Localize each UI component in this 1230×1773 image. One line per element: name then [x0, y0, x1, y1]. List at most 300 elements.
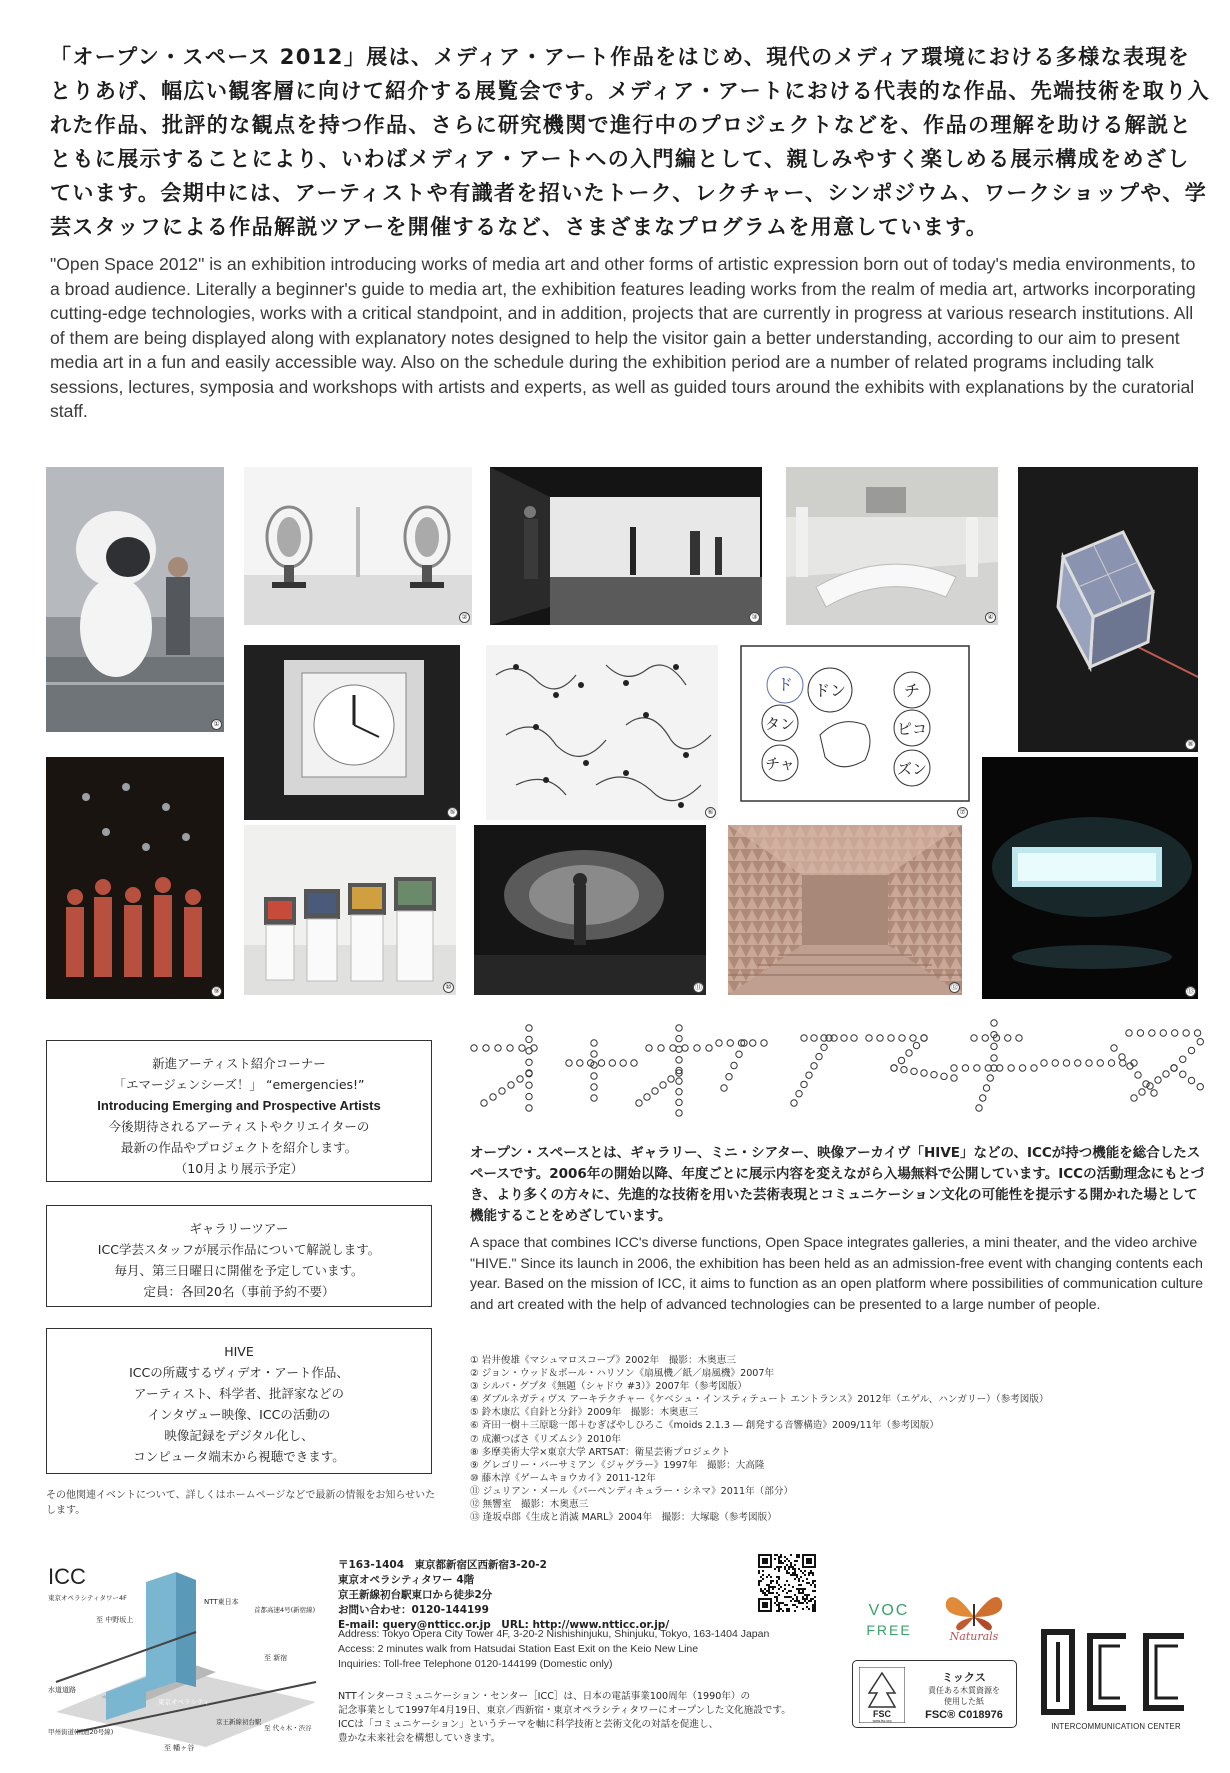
title-dot: [941, 1073, 947, 1079]
qr-module: [794, 1574, 796, 1576]
intro-japanese: 「オープン・スペース 2012」展は、メディア・アート作品をはじめ、現代のメディア環境における多様な表現をとりあげ、幅広い観客層に向けて紹介する展覧会です。メディア・アートにおける代表的な作品、先端技術を取り入れた作品、批評的な観点を持つ作品、さらに研究機関で進行中のプロジェクトなどを、作品の理解を助ける解説とともに展示することにより、いわばメディア・アートへの入門編として、親しみやすく楽しめる展示構成をめざしています。会期中には、アーティストや有識者を招いたトーク、レクチャー、シンポジウム、ワークショップや、学芸スタッフによる作品解説ツアーを開催するなど、さまざまなプログラムを用意しています。: [50, 45, 1210, 239]
qr-module: [798, 1578, 800, 1580]
qr-module: [814, 1596, 816, 1598]
qr-module: [810, 1572, 812, 1574]
title-dot: [646, 1045, 652, 1051]
title-dot: [898, 1057, 904, 1063]
box-text: ICCの所蔵するヴィデオ・アート作品、: [129, 1365, 349, 1380]
title-dot: [806, 1072, 812, 1078]
qr-module: [776, 1580, 778, 1582]
title-dot: [1052, 1060, 1058, 1066]
qr-module: [772, 1580, 774, 1582]
title-dot: [526, 1048, 532, 1054]
title-dot: [931, 1071, 937, 1077]
box-text: インタヴュー映像、ICCの活動の: [147, 1407, 331, 1422]
qr-module: [762, 1592, 764, 1594]
title-dot: [676, 1057, 682, 1063]
title-dot: [727, 1040, 733, 1046]
qr-module: [774, 1586, 776, 1588]
title-dot: [1163, 1071, 1169, 1077]
map-label: 至 中野坂上: [96, 1616, 134, 1624]
title-dot: [1188, 1047, 1194, 1053]
qr-module: [778, 1602, 780, 1604]
qr-module: [794, 1572, 796, 1574]
qr-module: [758, 1584, 760, 1586]
title-dot: [911, 1068, 917, 1074]
box-title: 新進アーティスト紹介コーナー: [152, 1056, 326, 1071]
title-dot: [1188, 1077, 1194, 1083]
qr-module: [794, 1610, 796, 1612]
qr-module: [792, 1568, 794, 1570]
title-dot: [1131, 1095, 1137, 1101]
fsc-short-label: FSC: [873, 1709, 891, 1719]
qr-module: [760, 1588, 762, 1590]
title-dot: [1119, 1054, 1125, 1060]
qr-module: [812, 1580, 814, 1582]
title-dot: [517, 1076, 523, 1082]
title-dot: [976, 1105, 982, 1111]
qr-module: [784, 1596, 786, 1598]
title-dot: [877, 1035, 883, 1041]
qr-module: [770, 1586, 772, 1588]
qr-module: [792, 1566, 794, 1568]
voc-free-logo: [852, 1602, 926, 1654]
title-dot: [526, 1025, 532, 1031]
qr-module: [808, 1608, 810, 1610]
qr-module: [776, 1596, 778, 1598]
qr-module: [802, 1588, 804, 1590]
qr-module: [790, 1562, 792, 1564]
qr-module: [814, 1584, 816, 1586]
qr-module: [774, 1554, 776, 1556]
title-dot: [1143, 1081, 1149, 1087]
credit-line: ② ジョン・ウッド＆ポール・ハリソン《扇風機／紙／扇風機》2007年: [470, 1368, 775, 1380]
address-japanese: [338, 1558, 678, 1633]
title-dot: [577, 1060, 583, 1066]
qr-module: [796, 1588, 798, 1590]
address-line: 東京オペラシティタワー 4階: [338, 1574, 475, 1586]
map-label: 至 新宿: [264, 1654, 288, 1662]
qr-module: [798, 1588, 800, 1590]
butterfly-logo-text: Naturals: [949, 1630, 999, 1643]
qr-module: [794, 1578, 796, 1580]
title-dot: [526, 1105, 532, 1111]
qr-module: [780, 1586, 782, 1588]
gallery-tour-box: [46, 1205, 432, 1307]
credit-line: ⑪ ジュリアン・メール《パーペンディキュラー・シネマ》2011年（部分）: [470, 1485, 794, 1497]
title-dot: [991, 1020, 997, 1026]
title-dot: [676, 1099, 682, 1105]
qr-module: [796, 1560, 798, 1562]
emerging-artists-box: [46, 1040, 432, 1182]
title-dot: [987, 1075, 993, 1081]
title-dot: [694, 1045, 700, 1051]
title-dot: [982, 1035, 988, 1041]
title-dot: [1135, 1072, 1141, 1078]
title-dot: [983, 1085, 989, 1091]
drawing-word: ピコ: [896, 720, 928, 738]
box-text: （10月より展示予定）: [174, 1161, 304, 1176]
qr-module: [776, 1592, 778, 1594]
qr-module: [764, 1594, 766, 1596]
title-dot: [598, 1060, 604, 1066]
title-dot: [1137, 1030, 1143, 1036]
credit-line: ⑩ 藤木淳《ゲームキョウカイ》2011-12年: [470, 1472, 656, 1484]
qr-module: [800, 1602, 802, 1604]
qr-module: [814, 1586, 816, 1588]
title-dot: [1031, 1065, 1037, 1071]
photo-number: ⑬: [1187, 987, 1194, 995]
qr-module: [796, 1554, 798, 1556]
map-label: 至 幡ヶ谷: [164, 1744, 195, 1752]
qr-module: [778, 1562, 780, 1564]
title-dot: [609, 1060, 615, 1066]
qr-module: [804, 1600, 806, 1602]
title-dot: [481, 1100, 487, 1106]
qr-module: [780, 1556, 782, 1558]
map-label: 東京オペラシティ: [158, 1698, 210, 1706]
qr-module: [788, 1568, 790, 1570]
title-dot: [888, 1035, 894, 1041]
qr-module: [814, 1610, 816, 1612]
title-dot: [1120, 1060, 1126, 1066]
qr-module: [798, 1568, 800, 1570]
qr-module: [780, 1608, 782, 1610]
title-dot: [652, 1088, 658, 1094]
qr-module: [812, 1610, 814, 1612]
title-dot: [1139, 1089, 1145, 1095]
qr-code[interactable]: [758, 1554, 816, 1612]
title-dot: [507, 1045, 513, 1051]
qr-module: [790, 1574, 792, 1576]
title-dot: [1041, 1060, 1047, 1066]
qr-module: [780, 1554, 782, 1556]
photo-number: ②: [459, 612, 470, 623]
description-line: 豊かな未来社会を構想していきます。: [338, 1733, 501, 1744]
open-space-english: A space that combines ICC's diverse functions, Open Space integrates galleries, a mini theater, and the video archive "HIVE." Since its launch in 2006, the exhibition has been held as an admission-free event with changing contents each year. Based on the mission of ICC, it aims to function as an open platform where possibilities of communication culture and art created with the help of advanced technologies can be presented to a large number of people.: [470, 1234, 1204, 1312]
qr-module: [798, 1580, 800, 1582]
fsc-certification: [852, 1660, 1017, 1728]
qr-module: [798, 1602, 800, 1604]
title-dot: [726, 1074, 732, 1080]
title-dot: [906, 1050, 912, 1056]
title-dot: [921, 1035, 927, 1041]
qr-module: [778, 1584, 780, 1586]
map-label: 至 代々木・渋谷: [264, 1724, 312, 1732]
icc-logo: [1040, 1622, 1192, 1718]
qr-module: [810, 1598, 812, 1600]
qr-module: [784, 1568, 786, 1570]
credit-line: ⑤ 鈴木康広《自針と分針》2009年 撮影：木奥恵三: [470, 1407, 698, 1419]
title-dot: [1180, 1071, 1186, 1077]
credit-line: ⑫ 無響室 撮影：木奥恵三: [470, 1499, 589, 1511]
title-dot: [676, 1078, 682, 1084]
title-dot: [716, 1040, 722, 1046]
qr-module: [788, 1560, 790, 1562]
qr-module: [758, 1570, 760, 1572]
title-dot: [1019, 1065, 1025, 1071]
photo-number: ⑫: [951, 983, 958, 991]
title-dot: [1197, 1039, 1203, 1045]
qr-module: [806, 1602, 808, 1604]
title-dot: [801, 1035, 807, 1041]
qr-module: [778, 1576, 780, 1578]
qr-module: [762, 1558, 768, 1564]
qr-module: [786, 1604, 788, 1606]
title-dot: [1172, 1030, 1178, 1036]
address-line: E-mail: query@ntticc.or.jp URL: http://www.ntticc.or.jp/: [338, 1619, 670, 1631]
access-map: [46, 1562, 326, 1752]
credit-line: ⑨ グレゴリー・バーサミアン《ジャグラー》1997年 撮影：大高隆: [470, 1459, 765, 1471]
title-dot: [1194, 1030, 1200, 1036]
box-text: 最新の作品やプロジェクトを紹介します。: [120, 1140, 358, 1155]
title-dot: [1075, 1060, 1081, 1066]
title-dot: [1180, 1056, 1186, 1062]
title-dot: [706, 1045, 712, 1051]
qr-module: [770, 1576, 772, 1578]
title-dot: [1160, 1030, 1166, 1036]
box-text: 定員：各回20名（事前予約不要）: [143, 1284, 335, 1299]
qr-module: [792, 1572, 794, 1574]
title-dot: [991, 1055, 997, 1061]
title-dot: [901, 1066, 907, 1072]
qr-module: [814, 1600, 816, 1602]
photo-1: [46, 467, 224, 732]
title-dot: [1063, 1060, 1069, 1066]
qr-module: [778, 1610, 780, 1612]
box-english-title: Introducing Emerging and Prospective Artists: [97, 1098, 381, 1113]
qr-module: [762, 1574, 764, 1576]
qr-module: [814, 1602, 816, 1604]
qr-module: [788, 1584, 790, 1586]
qr-module: [760, 1590, 762, 1592]
drawing-word: ドン: [813, 681, 847, 700]
title-dot: [676, 1025, 682, 1031]
qr-module: [768, 1586, 770, 1588]
qr-module: [786, 1564, 788, 1566]
title-dot: [668, 1076, 674, 1082]
qr-module: [784, 1604, 786, 1606]
title-dot: [670, 1045, 676, 1051]
qr-module: [814, 1604, 816, 1606]
qr-module: [790, 1590, 792, 1592]
icc-logo-text: ICC: [1040, 1622, 1042, 1623]
title-dot: [620, 1060, 626, 1066]
box-title: ギャラリーツアー: [189, 1221, 289, 1236]
title-dot: [1016, 1035, 1022, 1041]
open-space-dot-title: [470, 1010, 1205, 1140]
photo-number: ⑪: [695, 983, 702, 991]
qr-module: [762, 1602, 768, 1608]
qr-module: [798, 1554, 800, 1556]
title-dot: [631, 1060, 637, 1066]
qr-module: [784, 1584, 786, 1586]
qr-module: [778, 1556, 780, 1558]
photo-6: [486, 645, 718, 820]
title-dot: [526, 1093, 532, 1099]
description-line: 記念事業として1997年4月19日、東京／西新宿・東京オペラシティタワーにオープンした文化施設です。: [338, 1705, 791, 1716]
drawing-word: チャ: [765, 755, 795, 773]
address-english: [338, 1627, 838, 1672]
title-dot: [508, 1082, 514, 1088]
title-dot: [591, 1051, 597, 1057]
qr-module: [786, 1572, 788, 1574]
fsc-code: FSC® C018976: [925, 1709, 1003, 1721]
voc-free-label: FREE: [866, 1622, 912, 1638]
qr-module: [794, 1568, 796, 1570]
address-line: 京王新線初台駅東口から徒歩2分: [338, 1589, 493, 1601]
qr-module: [810, 1584, 812, 1586]
qr-module: [790, 1554, 792, 1556]
qr-module: [778, 1558, 780, 1560]
open-space-japanese: オープン・スペースとは、ギャラリー、ミニ・シアター、映像アーカイヴ「HIVE」などの、ICCが持つ機能を総合したスペースです。2006年の開始以降、年度ごとに展示内容を変えながら入場無料で公開しています。ICCの活動理念にもとづき、より多くの方々に、先進的な技術を用いた芸術表現とコミュニケーション文化の可能性を提示する開かれた場として機能することをめざしています。: [470, 1145, 1205, 1224]
qr-module: [784, 1566, 786, 1568]
drawing-word: タン: [764, 715, 796, 733]
address-line: Access: 2 minutes walk from Hatsudai Station East Exit on the Keio New Line: [338, 1643, 699, 1655]
title-dot: [1155, 1077, 1161, 1083]
title-dot: [490, 1094, 496, 1100]
box-text: アーティスト、科学者、批評家などの: [133, 1386, 344, 1401]
qr-module: [804, 1594, 806, 1596]
title-dot: [526, 1059, 532, 1065]
qr-module: [800, 1576, 802, 1578]
qr-module: [808, 1572, 810, 1574]
qr-module: [800, 1570, 802, 1572]
photo-4: [786, 467, 998, 625]
photo-13: [982, 757, 1198, 999]
qr-module: [814, 1608, 816, 1610]
photo-9: [46, 757, 224, 999]
title-dot: [921, 1070, 927, 1076]
title-dot: [495, 1045, 501, 1051]
title-dot: [1008, 1065, 1014, 1071]
qr-module: [796, 1596, 798, 1598]
qr-module: [796, 1606, 798, 1608]
title-dot: [676, 1035, 682, 1041]
qr-module: [796, 1576, 798, 1578]
photo-7: [740, 645, 970, 820]
qr-module: [778, 1594, 780, 1596]
qr-module: [794, 1604, 796, 1606]
title-dot: [1108, 1060, 1114, 1066]
qr-module: [814, 1580, 816, 1582]
qr-module: [786, 1580, 788, 1582]
map-label: 京王新線初台駅: [216, 1718, 262, 1726]
box-subtitle: 「エマージェンシーズ！」 “emergencies!”: [113, 1077, 365, 1092]
photo-number: ⑧: [1185, 739, 1196, 750]
credit-line: ⑥ 斉田一樹＋三原聡一郎＋むぎばやしひろこ《moids 2.1.3 ― 創発する音響構造》2009/11年（参考図版）: [470, 1420, 940, 1432]
qr-module: [760, 1576, 762, 1578]
title-dot: [644, 1094, 650, 1100]
address-line: 〒163-1404 東京都新宿区西新宿3-20-2: [338, 1559, 547, 1571]
voc-label: VOC: [868, 1602, 910, 1619]
qr-module: [778, 1606, 780, 1608]
title-dot: [1197, 1084, 1203, 1090]
qr-module: [774, 1602, 776, 1604]
qr-module: [808, 1582, 810, 1584]
address-line: Inquiries: Toll-free Telephone 0120-144199 (Domestic only): [338, 1658, 613, 1670]
qr-module: [800, 1584, 802, 1586]
qr-module: [786, 1570, 788, 1572]
title-dot: [676, 1110, 682, 1116]
title-dot: [591, 1084, 597, 1090]
title-dot: [1149, 1030, 1155, 1036]
qr-module: [778, 1566, 780, 1568]
qr-module: [766, 1576, 768, 1578]
box-text: 毎月、第三日曜日に開催を予定しています。: [114, 1263, 364, 1278]
qr-module: [800, 1588, 802, 1590]
qr-module: [802, 1580, 804, 1582]
qr-module: [786, 1558, 788, 1560]
qr-module: [802, 1602, 804, 1604]
qr-module: [792, 1586, 794, 1588]
qr-module: [780, 1566, 782, 1568]
hive-box: [46, 1328, 432, 1474]
title-dot: [721, 1085, 727, 1091]
qr-module: [772, 1592, 774, 1594]
qr-module: [796, 1556, 798, 1558]
title-dot: [991, 1043, 997, 1049]
title-dot: [658, 1045, 664, 1051]
qr-module: [758, 1582, 760, 1584]
intro-english: "Open Space 2012" is an exhibition introducing works of media art and other forms of artistic expression born out of today's media environments, to a broad audience. Literally a beginner's guide to media art, the exhibition features leading works from the realm of media art, artworks incorporating cutting-edge technologies, works with a critical standpoint, and in addition, projects that are currently in progress at various research institutions. All of them are being displayed along with explanatory notes designed to help the visitor gain a better understanding, according to our aim to present media art in a fun and easily accessible way. Also on the schedule during the exhibition period are a number of related programs including talk sessions, lectures, symposia and workshops with artists and experts, as well as guided tours around the exhibits with explanations by the curatorial staff.: [50, 254, 1196, 421]
photo-5: [244, 645, 460, 820]
qr-module: [776, 1610, 778, 1612]
photo-number: ①: [211, 719, 222, 730]
qr-module: [802, 1598, 804, 1600]
qr-module: [762, 1578, 764, 1580]
qr-module: [798, 1590, 800, 1592]
photo-number: ④: [985, 612, 996, 623]
title-dot: [750, 1040, 756, 1046]
qr-module: [778, 1560, 780, 1562]
photo-number: ⑦: [957, 807, 968, 818]
qr-module: [812, 1608, 814, 1610]
qr-module: [772, 1588, 774, 1590]
title-dot: [682, 1045, 688, 1051]
qr-module: [758, 1572, 760, 1574]
qr-module: [812, 1572, 814, 1574]
qr-module: [814, 1606, 816, 1608]
qr-module: [766, 1584, 768, 1586]
qr-module: [778, 1568, 780, 1570]
fsc-mix-label: ミックス: [942, 1671, 986, 1684]
qr-module: [808, 1600, 810, 1602]
photo-number: ⑩: [443, 982, 454, 993]
title-dot: [816, 1053, 822, 1059]
map-label: 水道道路: [48, 1686, 76, 1694]
qr-module: [786, 1608, 788, 1610]
qr-module: [778, 1570, 780, 1572]
fsc-tree-icon: [859, 1667, 905, 1723]
qr-module: [770, 1592, 772, 1594]
qr-module: [812, 1604, 814, 1606]
qr-module: [788, 1608, 790, 1610]
title-dot: [913, 1042, 919, 1048]
title-dot: [660, 1082, 666, 1088]
photo-number: ③: [749, 612, 760, 623]
qr-module: [784, 1588, 786, 1590]
qr-module: [804, 1588, 806, 1590]
qr-module: [780, 1560, 782, 1562]
title-dot: [1171, 1065, 1177, 1071]
title-dot: [526, 1082, 532, 1088]
title-dot: [519, 1045, 525, 1051]
title-dot: [1111, 1045, 1117, 1051]
fsc-description-line: 責任ある木質資源を: [928, 1686, 1000, 1695]
related-events-note: その他関連イベントについて、詳しくはホームページなどで最新の情報をお知らせいたします。: [46, 1490, 436, 1516]
icc-logo-caption: INTERCOMMUNICATION CENTER: [1051, 1722, 1181, 1731]
